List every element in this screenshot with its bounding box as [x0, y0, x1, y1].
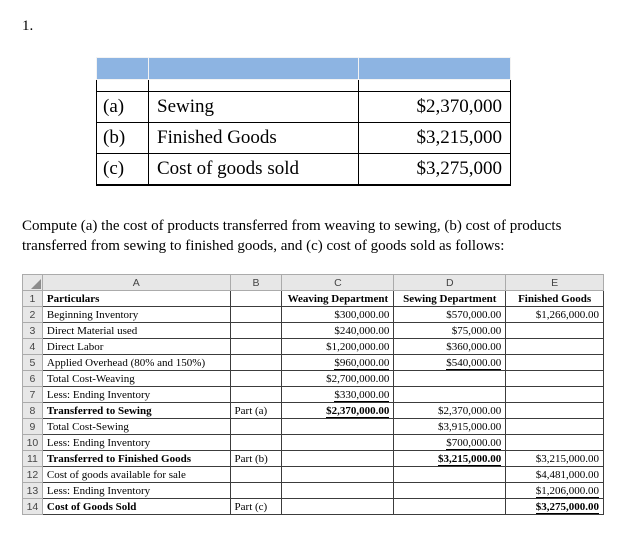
- cell-text: $3,215,000.00: [437, 452, 502, 465]
- cell-C10: [282, 435, 394, 451]
- cell-text: Cost of Goods Sold: [46, 500, 137, 513]
- cell-D7: [394, 387, 506, 403]
- summary-gap-cell: [97, 80, 149, 92]
- cell-D13: [394, 483, 506, 499]
- cell-C11: [282, 451, 394, 467]
- cell-C4: [282, 339, 394, 355]
- summary-gap-row: [97, 80, 511, 92]
- sheet-row-4: [23, 339, 604, 355]
- cell-B6: [230, 371, 282, 387]
- sheet-row-6: [23, 371, 604, 387]
- cell-B2: [230, 307, 282, 323]
- row-header-7: 7: [23, 387, 43, 403]
- cell-C9: [282, 419, 394, 435]
- cell-E2: [506, 307, 604, 323]
- cell-C8: [282, 403, 394, 419]
- summary-header-row: [97, 58, 511, 80]
- cell-D10: [394, 435, 506, 451]
- cell-text: $700,000.00: [446, 436, 502, 449]
- cell-D2: [394, 307, 506, 323]
- cell-C6: [282, 371, 394, 387]
- cell-D14: [394, 499, 506, 515]
- summary-value: $3,215,000: [359, 123, 511, 154]
- cell-text: $2,700,000.00: [326, 372, 390, 385]
- sheet-row-13: [23, 483, 604, 499]
- summary-key: (a): [97, 92, 149, 123]
- cell-text: $330,000.00: [334, 388, 390, 401]
- cell-text: $540,000.00: [446, 356, 502, 369]
- column-header-b: B: [230, 275, 282, 291]
- summary-value: $3,275,000: [359, 154, 511, 185]
- cell-D9: [394, 419, 506, 435]
- row-header-2: 2: [23, 307, 43, 323]
- cell-D8: [394, 403, 506, 419]
- cell-E3: [506, 323, 604, 339]
- row-header-9: 9: [23, 419, 43, 435]
- cell-B1: [230, 291, 282, 307]
- cell-B9: [230, 419, 282, 435]
- cell-B8: [230, 403, 282, 419]
- row-header-4: 4: [23, 339, 43, 355]
- cell-B11: [230, 451, 282, 467]
- answer-summary-table: [96, 57, 511, 186]
- cell-text: Direct Material used: [46, 324, 138, 337]
- sheet-row-7: [23, 387, 604, 403]
- cell-E13: [506, 483, 604, 499]
- cell-A1: [42, 291, 230, 307]
- cell-A6: [42, 371, 230, 387]
- column-header-c: C: [282, 275, 394, 291]
- cell-E12: [506, 467, 604, 483]
- cell-A14: [42, 499, 230, 515]
- row-header-13: 13: [23, 483, 43, 499]
- cell-B13: [230, 483, 282, 499]
- cell-A7: [42, 387, 230, 403]
- cell-text: Beginning Inventory: [46, 308, 139, 321]
- cell-text: $1,206,000.00: [535, 484, 599, 497]
- cell-C13: [282, 483, 394, 499]
- cell-E5: [506, 355, 604, 371]
- cell-D4: [394, 339, 506, 355]
- row-header-11: 11: [23, 451, 43, 467]
- cell-D6: [394, 371, 506, 387]
- cell-text: $4,481,000.00: [535, 468, 599, 481]
- column-header-d: D: [394, 275, 506, 291]
- cell-text: $2,370,000.00: [326, 404, 390, 417]
- cell-text: $570,000.00: [446, 308, 502, 321]
- cell-text: $3,915,000.00: [437, 420, 502, 433]
- cell-E14: [506, 499, 604, 515]
- cell-E10: [506, 435, 604, 451]
- row-header-12: 12: [23, 467, 43, 483]
- instruction-text: Compute (a) the cost of products transferred from weaving to sewing, (b) cost of products transferred from sewing to finished goods, and (c) cost of goods sold as follows:: [22, 217, 562, 254]
- sheet-row-5: [23, 355, 604, 371]
- cell-E1: [506, 291, 604, 307]
- sheet-header-row: [23, 275, 604, 291]
- cell-B7: [230, 387, 282, 403]
- cell-E9: [506, 419, 604, 435]
- cell-text: $300,000.00: [334, 308, 390, 321]
- row-header-10: 10: [23, 435, 43, 451]
- summary-key: (c): [97, 154, 149, 185]
- cell-B12: [230, 467, 282, 483]
- summary-body: [97, 92, 511, 185]
- column-header-a: A: [42, 275, 230, 291]
- cell-text: Applied Overhead (80% and 150%): [46, 356, 206, 369]
- cell-text: $2,370,000.00: [437, 404, 502, 417]
- cell-text: Less: Ending Inventory: [46, 436, 151, 449]
- cell-B5: [230, 355, 282, 371]
- cell-text: Part (b): [234, 452, 268, 465]
- cell-text: Weaving Department: [287, 292, 389, 305]
- cell-text: Part (a): [234, 404, 268, 417]
- row-header-8: 8: [23, 403, 43, 419]
- summary-header-cell: [149, 58, 359, 80]
- cell-E6: [506, 371, 604, 387]
- sheet-row-2: [23, 307, 604, 323]
- cell-E4: [506, 339, 604, 355]
- cell-A5: [42, 355, 230, 371]
- summary-row: [97, 123, 511, 154]
- cell-A13: [42, 483, 230, 499]
- cell-E7: [506, 387, 604, 403]
- cell-C14: [282, 499, 394, 515]
- cell-text: $360,000.00: [446, 340, 502, 353]
- cell-text: Part (c): [234, 500, 268, 513]
- cell-text: Direct Labor: [46, 340, 104, 353]
- summary-label: Sewing: [149, 92, 359, 123]
- select-all-corner-icon: [23, 275, 43, 291]
- summary-header-cell: [359, 58, 511, 80]
- cell-A10: [42, 435, 230, 451]
- cell-text: Cost of goods available for sale: [46, 468, 186, 481]
- summary-label: Finished Goods: [149, 123, 359, 154]
- cell-C2: [282, 307, 394, 323]
- sheet-row-11: [23, 451, 604, 467]
- cell-E8: [506, 403, 604, 419]
- cell-text: Total Cost-Weaving: [46, 372, 135, 385]
- cell-text: Less: Ending Inventory: [46, 484, 151, 497]
- cell-text: $3,215,000.00: [535, 452, 599, 465]
- cell-A4: [42, 339, 230, 355]
- cell-A12: [42, 467, 230, 483]
- cell-B10: [230, 435, 282, 451]
- row-header-1: 1: [23, 291, 43, 307]
- sheet-row-14: [23, 499, 604, 515]
- cell-text: Transferred to Finished Goods: [46, 452, 192, 465]
- cell-text: Transferred to Sewing: [46, 404, 152, 417]
- cell-text: Sewing Department: [403, 292, 497, 305]
- cell-text: $240,000.00: [334, 324, 390, 337]
- cell-text: $960,000.00: [334, 356, 390, 369]
- summary-row: [97, 92, 511, 123]
- cell-D1: [394, 291, 506, 307]
- row-header-14: 14: [23, 499, 43, 515]
- cell-B14: [230, 499, 282, 515]
- spreadsheet-table: [22, 274, 604, 515]
- cell-C7: [282, 387, 394, 403]
- summary-label: Cost of goods sold: [149, 154, 359, 185]
- question-number: 1.: [22, 18, 34, 34]
- cell-D5: [394, 355, 506, 371]
- cell-A2: [42, 307, 230, 323]
- cell-text: $1,266,000.00: [535, 308, 599, 321]
- sheet-row-3: [23, 323, 604, 339]
- cell-text: $1,200,000.00: [326, 340, 390, 353]
- sheet-row-12: [23, 467, 604, 483]
- cell-C3: [282, 323, 394, 339]
- cell-B3: [230, 323, 282, 339]
- cell-D11: [394, 451, 506, 467]
- cell-text: $3,275,000.00: [536, 501, 599, 515]
- summary-header-cell: [97, 58, 149, 80]
- summary-key: (b): [97, 123, 149, 154]
- summary-row: [97, 154, 511, 185]
- cell-A3: [42, 323, 230, 339]
- sheet-row-10: [23, 435, 604, 451]
- sheet-row-9: [23, 419, 604, 435]
- cell-B4: [230, 339, 282, 355]
- cell-E11: [506, 451, 604, 467]
- cell-C12: [282, 467, 394, 483]
- cell-text: Less: Ending Inventory: [46, 388, 151, 401]
- cell-text: Finished Goods: [518, 292, 592, 305]
- summary-value: $2,370,000: [359, 92, 511, 123]
- cell-A8: [42, 403, 230, 419]
- cell-C1: [282, 291, 394, 307]
- cell-text: $75,000.00: [451, 324, 502, 337]
- sheet-body: [23, 291, 604, 515]
- cell-D3: [394, 323, 506, 339]
- cell-A9: [42, 419, 230, 435]
- cell-text: Particulars: [46, 292, 100, 305]
- summary-gap-cell: [149, 80, 359, 92]
- column-header-e: E: [506, 275, 604, 291]
- sheet-row-1: [23, 291, 604, 307]
- cell-text: Total Cost-Sewing: [46, 420, 129, 433]
- cell-C5: [282, 355, 394, 371]
- summary-gap-cell: [359, 80, 511, 92]
- sheet-row-8: [23, 403, 604, 419]
- cell-D12: [394, 467, 506, 483]
- row-header-6: 6: [23, 371, 43, 387]
- cell-A11: [42, 451, 230, 467]
- row-header-5: 5: [23, 355, 43, 371]
- row-header-3: 3: [23, 323, 43, 339]
